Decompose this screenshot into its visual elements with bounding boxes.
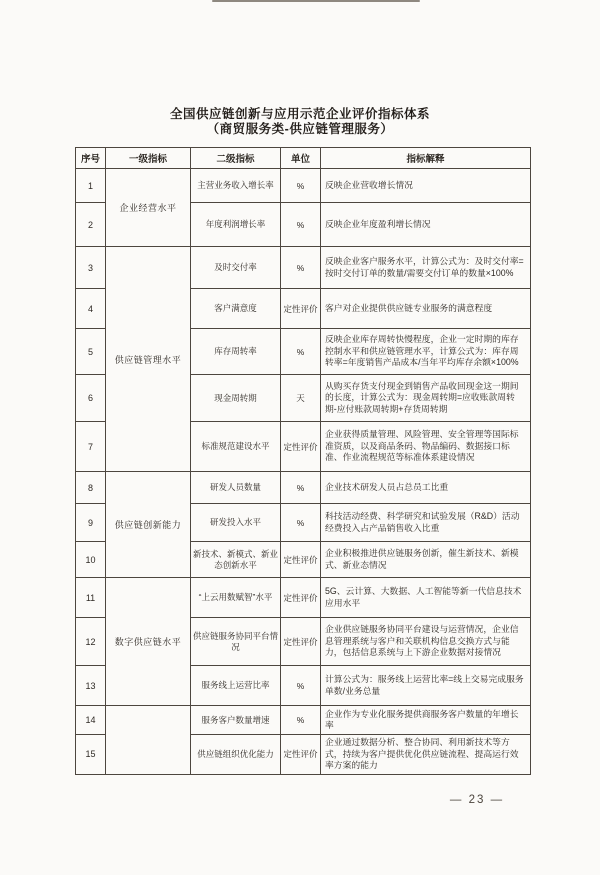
unit-cell: 定性评价 (281, 618, 321, 666)
unit-cell: % (281, 169, 321, 203)
unit-cell: 定性评价 (281, 542, 321, 578)
row-number: 10 (76, 542, 106, 578)
table-body (76, 169, 531, 775)
row-number: 2 (76, 203, 106, 247)
level2-indicator: 及时交付率 (191, 247, 281, 289)
level2-indicator: 供应链服务协同平台情况 (191, 618, 281, 666)
row-number: 4 (76, 289, 106, 329)
explanation-cell: 客户对企业提供供应链专业服务的满意程度 (321, 289, 531, 329)
explanation-cell: 科技活动经费、科学研究和试验发展（R&D）活动经费投入占产品销售收入比重 (321, 504, 531, 542)
unit-cell: % (281, 329, 321, 375)
table-row (76, 578, 531, 618)
level2-indicator: 研发人员数量 (191, 472, 281, 504)
unit-cell: 天 (281, 375, 321, 422)
header-unit: 单位 (281, 148, 321, 169)
level1-indicator: 供应链创新能力 (106, 472, 191, 578)
level1-indicator (106, 706, 191, 775)
explanation-cell: 反映企业年度盈利增长情况 (321, 203, 531, 247)
unit-cell: % (281, 504, 321, 542)
header-explanation: 指标解释 (321, 148, 531, 169)
level2-indicator: 服务客户数量增速 (191, 706, 281, 735)
level2-indicator: 现金周转期 (191, 375, 281, 422)
level2-indicator: 客户满意度 (191, 289, 281, 329)
row-number: 1 (76, 169, 106, 203)
explanation-cell: 企业获得质量管理、风险管理、安全管理等国际标准资质，以及商品条码、物品编码、数据接口标准、作业流程规范等标准体系建设情况 (321, 422, 531, 472)
explanation-cell: 从购买存货支付现金到销售产品收回现金这一期间的长度，计算公式为：现金周转期=应收账款周转期-应付账款周转期+存货周转期 (321, 375, 531, 422)
table-row (76, 247, 531, 289)
row-number: 14 (76, 706, 106, 735)
row-number: 3 (76, 247, 106, 289)
level2-indicator: 新技术、新模式、新业态创新水平 (191, 542, 281, 578)
unit-cell: % (281, 472, 321, 504)
level2-indicator: 服务线上运营比率 (191, 666, 281, 706)
table-row (76, 169, 531, 203)
explanation-cell: 反映企业营收增长情况 (321, 169, 531, 203)
page-title (0, 107, 600, 136)
unit-cell: 定性评价 (281, 422, 321, 472)
indicator-table (75, 147, 531, 775)
explanation-cell: 反映企业库存周转快慢程度，企业一定时期的库存控制水平和供应链管理水平，计算公式为：库存周转率=年度销售产品成本/当年平均库存余额×100% (321, 329, 531, 375)
level2-indicator: 研发投入水平 (191, 504, 281, 542)
row-number: 6 (76, 375, 106, 422)
page-title-line1: 全国供应链创新与应用示范企业评价指标体系 (169, 107, 430, 121)
unit-cell: % (281, 666, 321, 706)
explanation-cell: 计算公式为：服务线上运营比率=线上交易完成服务单数/业务总量 (321, 666, 531, 706)
explanation-cell: 企业供应链服务协同平台建设与运营情况，企业信息管理系统与客户和关联机构信息交换方式与能力，包括信息系统与上下游企业数据对接情况 (321, 618, 531, 666)
unit-cell: 定性评价 (281, 578, 321, 618)
page-number: — 23 — (449, 794, 505, 806)
header-no: 序号 (76, 148, 106, 169)
row-number: 15 (76, 735, 106, 775)
level1-indicator: 企业经营水平 (106, 169, 191, 247)
explanation-cell: 企业作为专业化服务提供商服务客户数量的年增长率 (321, 706, 531, 735)
explanation-cell: 反映企业客户服务水平，计算公式为：及时交付率=按时交付订单的数量/需要交付订单的数量×100% (321, 247, 531, 289)
page-title-line2: （商贸服务类-供应链管理服务） (206, 121, 394, 136)
row-number: 12 (76, 618, 106, 666)
row-number: 7 (76, 422, 106, 472)
header-level1: 一级指标 (106, 148, 191, 169)
unit-cell: 定性评价 (281, 289, 321, 329)
level2-indicator: 供应链组织优化能力 (191, 735, 281, 775)
level2-indicator: “上云用数赋智”水平 (191, 578, 281, 618)
explanation-cell: 企业技术研发人员占总员工比重 (321, 472, 531, 504)
level1-indicator: 供应链管理水平 (106, 247, 191, 472)
table-row (76, 706, 531, 735)
level2-indicator: 年度利润增长率 (191, 203, 281, 247)
unit-cell: % (281, 706, 321, 735)
header-level2: 二级指标 (191, 148, 281, 169)
level2-indicator: 库存周转率 (191, 329, 281, 375)
row-number: 11 (76, 578, 106, 618)
row-number: 8 (76, 472, 106, 504)
row-number: 13 (76, 666, 106, 706)
unit-cell: % (281, 203, 321, 247)
unit-cell: 定性评价 (281, 735, 321, 775)
row-number: 5 (76, 329, 106, 375)
scan-artifact-line (212, 0, 420, 2)
level2-indicator: 主营业务收入增长率 (191, 169, 281, 203)
table-header (76, 148, 531, 169)
explanation-cell: 企业积极推进供应链服务创新，催生新技术、新模式、新业态情况 (321, 542, 531, 578)
unit-cell: % (281, 247, 321, 289)
table-row (76, 472, 531, 504)
header-row (76, 148, 531, 169)
level2-indicator: 标准规范建设水平 (191, 422, 281, 472)
row-number: 9 (76, 504, 106, 542)
level1-indicator: 数字供应链水平 (106, 578, 191, 706)
explanation-cell: 5G、云计算、大数据、人工智能等新一代信息技术应用水平 (321, 578, 531, 618)
explanation-cell: 企业通过数据分析、整合协同、利用新技术等方式，持续为客户提供优化供应链流程、提高运行效率方案的能力 (321, 735, 531, 775)
